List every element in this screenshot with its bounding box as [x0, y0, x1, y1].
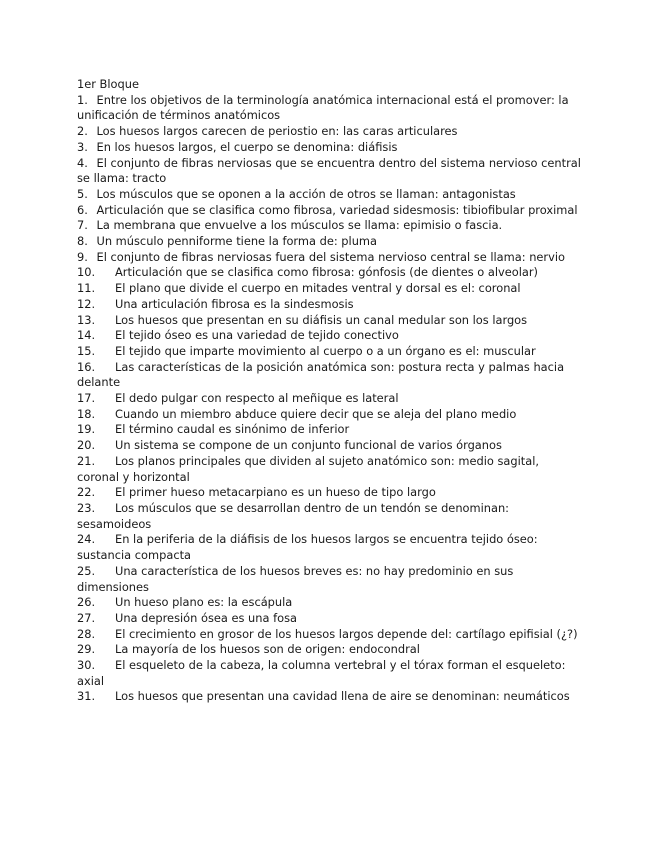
item-number: 31.	[77, 689, 96, 704]
list-item	[77, 281, 582, 297]
list-item	[77, 187, 582, 203]
list-item	[77, 407, 582, 423]
item-text: Los planos principales que dividen al sujeto anatómico son: medio sagital, coronal y horizontal	[77, 453, 539, 484]
item-text: El esqueleto de la cabeza, la columna vertebral y el tórax forman el esqueleto: axial	[77, 658, 566, 688]
item-number: 21.	[77, 453, 96, 468]
document-title: 1er Bloque	[77, 77, 139, 91]
item-text: Articulación que se clasifica como fibrosa, variedad sidesmosis: tibiofibular proximal	[96, 202, 578, 217]
item-text: Los huesos largos carecen de periostio en: las caras articulares	[96, 124, 458, 139]
item-number: 23.	[77, 500, 96, 515]
item-text: El tejido que imparte movimiento al cuerpo o a un órgano es el: muscular	[115, 343, 536, 358]
list-item	[77, 564, 582, 595]
item-number: 19.	[77, 422, 96, 437]
document-page	[77, 77, 582, 705]
item-text: Una característica de los huesos breves es: no hay predominio en sus dimensiones	[77, 563, 514, 594]
item-text: Una depresión ósea es una fosa	[115, 610, 297, 625]
item-number: 12.	[77, 296, 96, 311]
item-text: El conjunto de fibras nerviosas fuera del sistema nervioso central se llama: nervio	[96, 249, 565, 264]
item-text: El tejido óseo es una variedad de tejido conectivo	[115, 328, 399, 343]
item-text: El primer hueso metacarpiano es un hueso de tipo largo	[115, 485, 436, 500]
item-number: 4.	[77, 155, 88, 170]
item-number: 15.	[77, 343, 96, 358]
list-item	[77, 93, 582, 124]
item-number: 8.	[77, 234, 88, 249]
item-number: 24.	[77, 532, 96, 547]
list-item	[77, 156, 582, 187]
item-text: El dedo pulgar con respecto al meñique es lateral	[115, 391, 399, 406]
list-item	[77, 297, 582, 313]
item-number: 16.	[77, 359, 96, 374]
item-number: 27.	[77, 610, 96, 625]
item-number: 25.	[77, 563, 96, 578]
item-number: 29.	[77, 642, 96, 657]
item-text: La membrana que envuelve a los músculos se llama: epimisio o fascia.	[96, 218, 503, 233]
list-item	[77, 501, 582, 532]
list-item	[77, 391, 582, 407]
item-text: Un hueso plano es: la escápula	[115, 595, 293, 610]
list-item	[77, 203, 582, 219]
item-number: 10.	[77, 265, 96, 280]
item-text: Un músculo penniforme tiene la forma de: pluma	[96, 234, 377, 249]
item-number: 2.	[77, 124, 88, 139]
item-number: 6.	[77, 202, 88, 217]
item-number: 3.	[77, 139, 88, 154]
item-text: El plano que divide el cuerpo en mitades ventral y dorsal es el: coronal	[115, 281, 521, 296]
item-text: El conjunto de fibras nerviosas que se encuentra dentro del sistema nervioso central se llama: tracto	[77, 155, 581, 186]
list-item	[77, 344, 582, 360]
item-text: Un sistema se compone de un conjunto funcional de varios órganos	[115, 438, 502, 453]
item-number: 22.	[77, 485, 96, 500]
list-item	[77, 250, 582, 266]
list-item	[77, 360, 582, 391]
list-item	[77, 313, 582, 329]
item-text: Los músculos que se oponen a la acción de otros se llaman: antagonistas	[96, 186, 516, 201]
item-number: 7.	[77, 218, 88, 233]
item-number: 11.	[77, 281, 96, 296]
item-number: 30.	[77, 658, 96, 673]
list-item	[77, 485, 582, 501]
item-text: En la periferia de la diáfisis de los huesos largos se encuentra tejido óseo: sustancia compacta	[77, 532, 538, 563]
list-item	[77, 532, 582, 563]
question-list	[77, 93, 582, 705]
item-number: 9.	[77, 249, 88, 264]
list-item	[77, 642, 582, 658]
item-text: Las características de la posición anatómica son: postura recta y palmas hacia delante	[77, 359, 565, 390]
list-item	[77, 265, 582, 281]
item-number: 14.	[77, 328, 96, 343]
item-number: 26.	[77, 595, 96, 610]
item-text: Cuando un miembro abduce quiere decir que se aleja del plano medio	[115, 406, 517, 421]
item-number: 18.	[77, 406, 96, 421]
item-number: 5.	[77, 186, 88, 201]
item-number: 20.	[77, 438, 96, 453]
item-number: 1.	[77, 92, 88, 107]
item-text: Los huesos que presentan una cavidad llena de aire se denominan: neumáticos	[115, 689, 570, 704]
item-number: 17.	[77, 391, 96, 406]
list-item	[77, 611, 582, 627]
list-item	[77, 328, 582, 344]
list-item	[77, 422, 582, 438]
item-text: El término caudal es sinónimo de inferior	[115, 422, 350, 437]
item-text: Los huesos que presentan en su diáfisis un canal medular son los largos	[115, 312, 528, 327]
list-item	[77, 140, 582, 156]
list-item	[77, 438, 582, 454]
list-item	[77, 658, 582, 689]
item-text: La mayoría de los huesos son de origen: endocondral	[115, 642, 420, 657]
item-text: Entre los objetivos de la terminología anatómica internacional está el promover: la unificación de términos anatómicos	[77, 92, 569, 123]
item-text: Una articulación fibrosa es la sindesmosis	[115, 296, 354, 311]
item-number: 28.	[77, 626, 96, 641]
list-item	[77, 218, 582, 234]
list-item	[77, 689, 582, 705]
list-item	[77, 595, 582, 611]
item-text: Los músculos que se desarrollan dentro de un tendón se denominan: sesamoideos	[77, 500, 510, 531]
item-text: El crecimiento en grosor de los huesos largos depende del: cartílago epifisial (¿?)	[115, 626, 578, 641]
item-text: En los huesos largos, el cuerpo se denomina: diáfisis	[96, 139, 398, 154]
list-item	[77, 627, 582, 643]
item-number: 13.	[77, 312, 96, 327]
list-item	[77, 454, 582, 485]
item-text: Articulación que se clasifica como fibrosa: gónfosis (de dientes o alveolar)	[115, 265, 538, 280]
list-item	[77, 124, 582, 140]
list-item	[77, 234, 582, 250]
